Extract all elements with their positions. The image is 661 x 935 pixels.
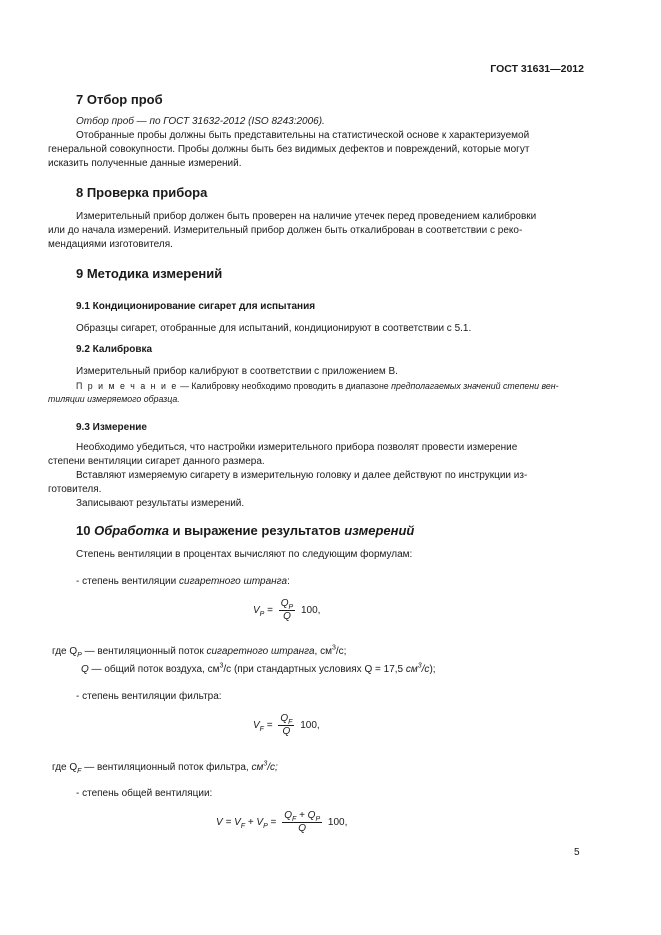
section-7-p1: Отобранные пробы должны быть представительны на статистической основе к характеризуемой [76, 130, 530, 141]
section-10-title-number: 10 [76, 523, 95, 538]
section-9-1-title: 9.1 Кондиционирование сигарет для испытания [76, 301, 316, 312]
note-label: П р и м е ч а н и е [76, 381, 178, 391]
where-qp-symbol: где Q [52, 646, 78, 657]
section-9-3-p3: Вставляют измеряемую сигарету в измерительную головку и далее действуют по инструкции из- [76, 470, 528, 481]
formula-vf-lhs: V [253, 720, 260, 732]
formula-v-num-sub-1: F [291, 816, 297, 823]
formula-vp-num: Q [280, 598, 289, 609]
where-q-sup: 3 [219, 662, 224, 670]
where-qp-unit: , см [314, 646, 332, 657]
section-10-intro: Степень вентиляции в процентах вычисляют по следующим формулам: [76, 549, 413, 560]
section-10-title [76, 524, 414, 538]
where-qp-sub: P [77, 652, 82, 659]
section-9-2-text: Измерительный прибор калибруют в соответствии с приложением В. [76, 366, 398, 377]
section-10-title-part-c: и выражение результатов [168, 523, 345, 538]
section-7-p2: генеральной совокупности. Пробы должны быть без видимых дефектов и повреждений, которые могут [48, 144, 530, 155]
where-qf-end: /с; [267, 762, 278, 773]
item-total: - степень общей вентиляции: [76, 788, 213, 799]
note-block [48, 380, 584, 406]
section-8-p2: или до начала измерений. Измерительный прибор должен быть откалиброван в соответствии с реко- [48, 225, 523, 236]
section-7-ref: Отбор проб — по ГОСТ 31632-2012 (ISO 8243:2006). [76, 116, 325, 127]
where-q-unit: см [405, 664, 418, 675]
formula-vp-num-sub: P [288, 604, 294, 611]
formula-v-num-sub-2: P [315, 816, 321, 823]
section-8-p1: Измерительный прибор должен быть проверен на наличие утечек перед проведением калибровки [76, 211, 537, 222]
section-10-title-part-d: измерений [344, 523, 415, 538]
where-q-end: ); [429, 664, 436, 675]
formula-v-num-b: + Q [296, 810, 316, 821]
formula-vp-tail: 100, [300, 605, 321, 617]
where-qf-sup: 3 [263, 760, 268, 768]
section-7-p3: исказить полученные данные измерений. [48, 158, 242, 169]
formula-vf-den: Q [282, 726, 291, 737]
section-8-title: 8 Проверка прибора [76, 185, 208, 200]
section-8-p3: мендациями изготовителя. [48, 239, 173, 250]
section-9-1-text: Образцы сигарет, отобранные для испытаний, кондиционируют в соответствии с 5.1. [76, 323, 472, 334]
formula-vf-tail: 100, [300, 720, 320, 732]
where-q-text: — общий поток воздуха, см [88, 664, 220, 675]
where-qp-sup: 3 [331, 644, 336, 652]
section-9-3-p2: степени вентиляции сигарет данного размера. [48, 456, 265, 467]
section-8-body [48, 210, 584, 252]
formula-vp-lhs: V [253, 605, 260, 617]
item-1-italic: сигаретного штранга [179, 576, 288, 587]
where-q-text-2: /с (при стандартных условиях Q = 17,5 [223, 664, 406, 675]
formula-vf-num: Q [280, 713, 289, 724]
where-qf [52, 761, 278, 775]
where-qp-italic: сигаретного штранга [206, 646, 315, 657]
standard-header: ГОСТ 31631—2012 [490, 63, 584, 75]
formula-v-den: Q [298, 823, 307, 834]
section-9-3-p5: Записывают результаты измерений. [76, 498, 245, 509]
where-qf-unit: см [251, 762, 264, 773]
item-cigarette-rod [76, 575, 290, 589]
formula-vp-den: Q [283, 611, 291, 622]
section-10-title-part-b: Обработка [94, 523, 169, 538]
item-1-text: - степень вентиляции [76, 576, 180, 587]
where-qf-symbol: где Q [52, 762, 78, 773]
section-9-3-body [48, 441, 584, 511]
formula-v-lhs: V = V [216, 817, 241, 829]
where-qp-end: /с; [335, 646, 347, 657]
where-q-unit-end: /с [421, 664, 430, 675]
formula-vp-fraction [279, 598, 295, 623]
item-1-colon: : [287, 576, 290, 587]
formula-vf-num-sub: F [288, 719, 293, 726]
formula-v-num-a: Q [284, 810, 292, 821]
where-qf-text: — вентиляционный поток фильтра, [81, 762, 252, 773]
item-filter: - степень вентиляции фильтра: [76, 691, 222, 702]
formula-vp-lhs-sub: P [259, 611, 265, 619]
page-number: 5 [574, 847, 580, 858]
section-7-title: 7 Отбор проб [76, 92, 163, 107]
where-qp-text: — вентиляционный поток [81, 646, 207, 657]
note-text-1: — Калибровку необходимо проводить в диапазоне [177, 381, 392, 391]
formula-v-sub-1: F [240, 823, 246, 831]
where-qf-sub: F [77, 768, 82, 775]
formula-v-plus: + V [245, 817, 264, 829]
formula-v-fraction [282, 810, 322, 835]
formula-v [216, 810, 347, 835]
note-text-1-italic: предполагаемых значений степени вен- [391, 381, 559, 391]
formula-v-sub-2: P [263, 823, 268, 831]
section-7-body [48, 115, 584, 171]
formula-vf-lhs-sub: F [259, 726, 264, 734]
formula-v-tail: 100, [327, 817, 348, 829]
formula-v-eq: = [267, 817, 277, 829]
where-q [81, 663, 436, 677]
where-q-sup-2: 3 [417, 662, 422, 670]
formula-vf-fraction [278, 713, 294, 738]
section-9-3-title: 9.3 Измерение [76, 422, 147, 433]
section-9-3-p4: готовителя. [48, 484, 102, 495]
where-q-symbol: Q [81, 664, 89, 675]
section-9-2-title: 9.2 Калибровка [76, 344, 153, 355]
note-text-2: тиляции измеряемого образца. [48, 394, 180, 404]
section-9-3-p1: Необходимо убедиться, что настройки измерительного прибора позволят провести измерение [76, 442, 518, 453]
where-qp [52, 645, 346, 659]
section-9-title: 9 Методика измерений [76, 266, 223, 281]
formula-vf: $V_F$ = $\frac{Q_F}{Q}$ 100, [253, 713, 320, 737]
formula-vp: $V_P$ = $\frac{Q_P}{Q}$ 100, [253, 598, 321, 622]
